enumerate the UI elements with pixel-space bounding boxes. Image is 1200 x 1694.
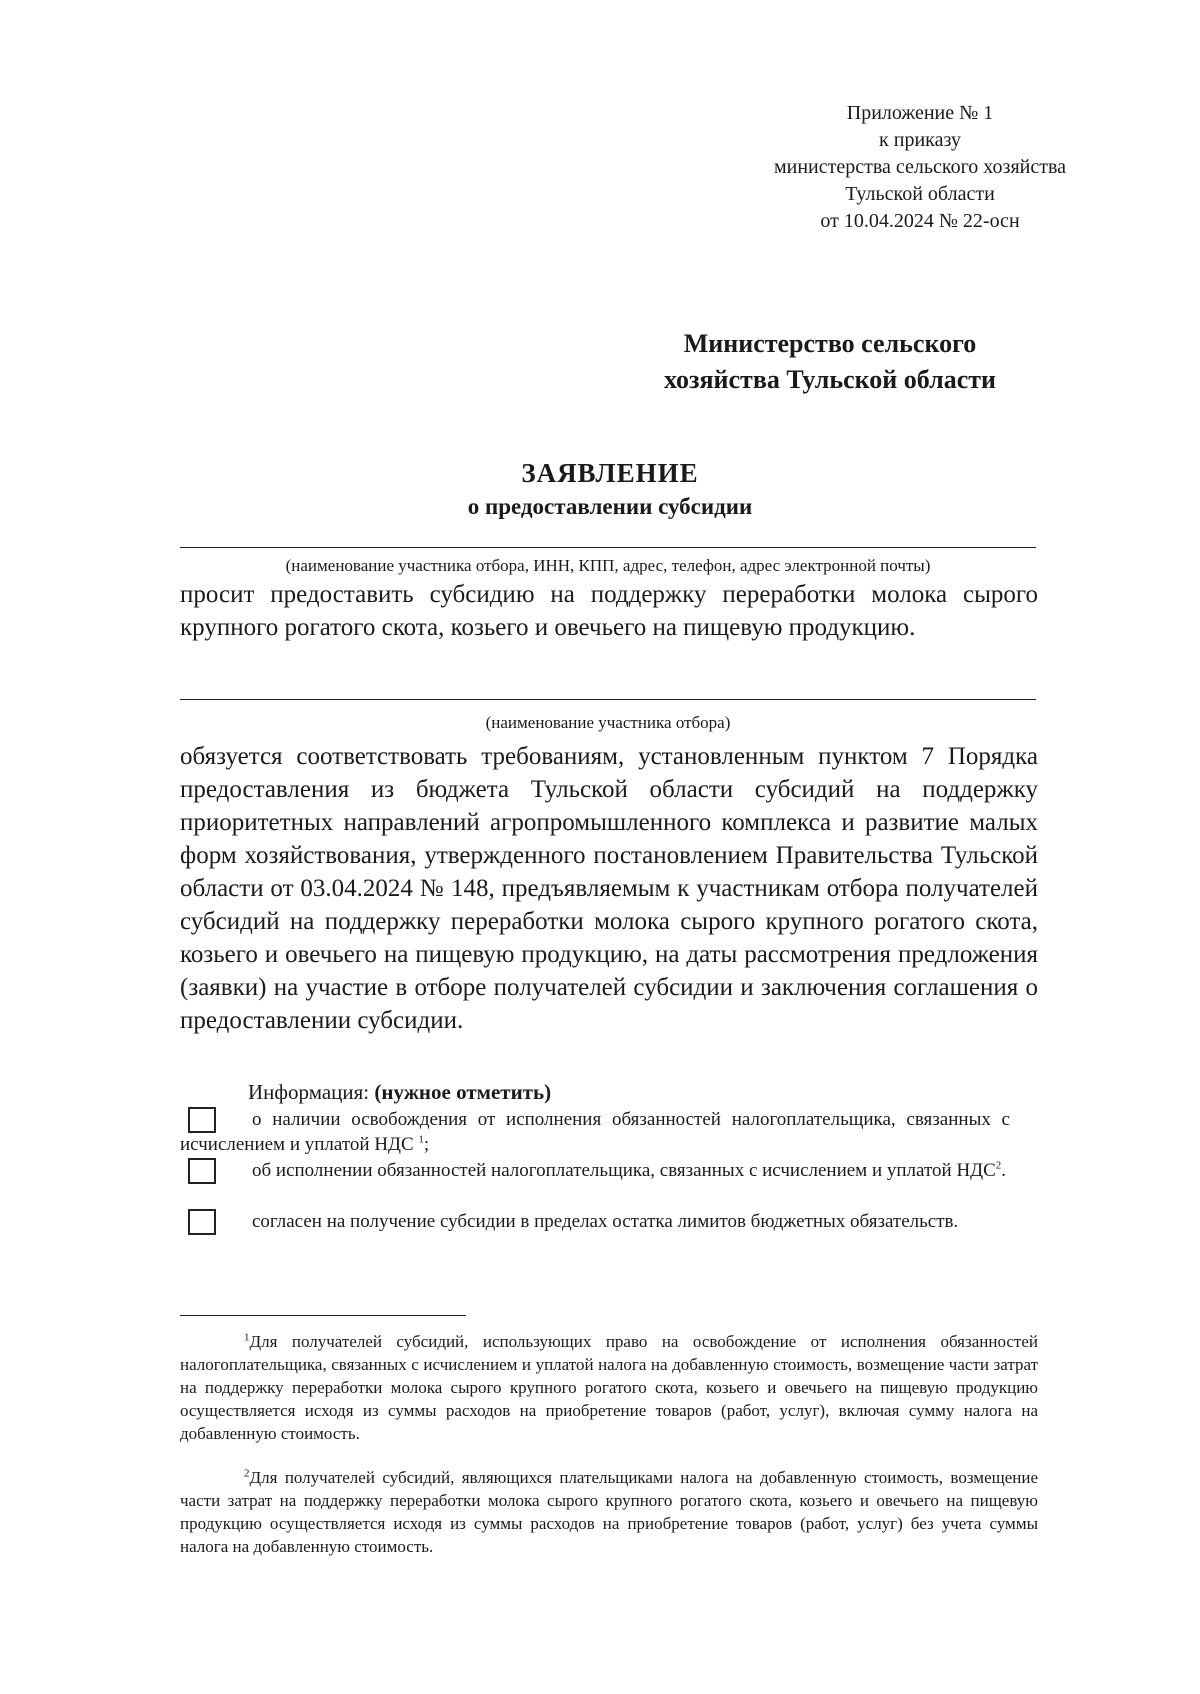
checkbox-vat-exemption[interactable] [188,1107,216,1133]
info-heading [248,1078,551,1106]
appendix-date-number: от 10.04.2024 № 22-осн [820,210,1020,232]
request-paragraph: просит предоставить субсидию на поддержку переработки молока сырого крупного рогатого скота, козьего и овечьего на пищевую продукцию. [180,581,1038,641]
participant-fill-line[interactable] [180,699,1036,700]
applicant-fill-line[interactable] [180,547,1036,548]
addressee-line-2: хозяйства Тульской области [664,365,996,394]
info-instruction: (нужное отметить) [374,1080,552,1104]
addressee-line-1: Министерство сельского [683,329,977,358]
appendix-block [720,100,1120,235]
option-tail-2: . [1001,1160,1007,1181]
option-text-budget-limits: согласен на получение субсидии в пределах остатка лимитов бюджетных обязательств. [252,1211,959,1232]
option-footnote-mark-2: 2 [995,1159,1002,1172]
checkbox-vat-payer[interactable] [188,1158,216,1184]
footnote-1-text: Для получателей субсидий, использующих право на освобождение от исполнения обязанностей налогоплательщика, связанных с исчислением и уплатой налога на добавленную стоимость, возмещение части затрат на поддержку переработки молока сырого крупного рогатого скота, козьего и овечьего на пищевую продукцию осуществляется исходя из суммы расходов на приобретение товаров (работ, услуг), включая сумму налога на добавленную стоимость. [180,1332,1038,1443]
footnote-1 [180,1330,1038,1445]
footnote-1-mark: 1 [244,1331,250,1344]
checkbox-budget-limits[interactable] [188,1209,216,1235]
obligation-paragraph: обязуется соответствовать требованиям, установленным пунктом 7 Порядка предоставления из бюджета Тульской области субсидий на поддержку приоритетных направлений агропромышленного комплекса и развитие малых форм хозяйствования, утвержденного постановлением Правительства Тульской области от 03.04.2024 № 148, предъявляемым к участникам отбора получателей субсидий на поддержку переработки молока сырого крупного рогатого скота, козьего и овечьего на пищевую продукцию, на даты рассмотрения предложения (заявки) на участие в отборе получателей субсидии и заключения соглашения о предоставлении субсидии. [180,743,1038,1034]
appendix-to-order: к приказу [879,129,961,151]
participant-caption: (наименование участника отбора) [485,713,731,732]
info-label: Информация: [248,1080,375,1104]
option-footnote-mark-1: 1 [418,1133,424,1146]
footnote-separator [180,1315,466,1316]
footnote-2 [180,1466,1038,1558]
option-text-vat-exemption: о наличии освобождения от исполнения обязанностей налогоплательщика, связанных с исчислением и уплатой НДС [180,1109,1010,1155]
option-row-vat-exemption [180,1107,1010,1157]
option-row-vat-payer [180,1158,1010,1183]
addressee-block [620,326,1040,398]
title-main: ЗАЯВЛЕНИЕ [521,458,699,488]
option-tail-1: ; [423,1134,430,1155]
appendix-ministry: министерства сельского хозяйства [773,156,1067,178]
appendix-number: Приложение № 1 [846,102,994,124]
applicant-caption: (наименование участника отбора, ИНН, КПП, адрес, телефон, адрес электронной почты) [285,556,931,575]
option-row-budget-limits [180,1209,1010,1234]
footnote-2-text: Для получателей субсидий, являющихся плательщиками налога на добавленную стоимость, возмещение части затрат на поддержку переработки молока сырого крупного рогатого скота, козьего и овечьего на пищевую продукцию осуществляется исходя из суммы расходов на приобретение товаров (работ, услуг) без учета суммы налога на добавленную стоимость. [180,1468,1038,1556]
title-subtitle: о предоставлении субсидии [467,494,753,519]
footnote-2-mark: 2 [244,1467,250,1480]
option-text-vat-payer: об исполнении обязанностей налогоплательщика, связанных с исчислением и уплатой НДС [252,1160,996,1181]
appendix-region: Тульской области [845,183,995,205]
document-title [180,455,1040,523]
